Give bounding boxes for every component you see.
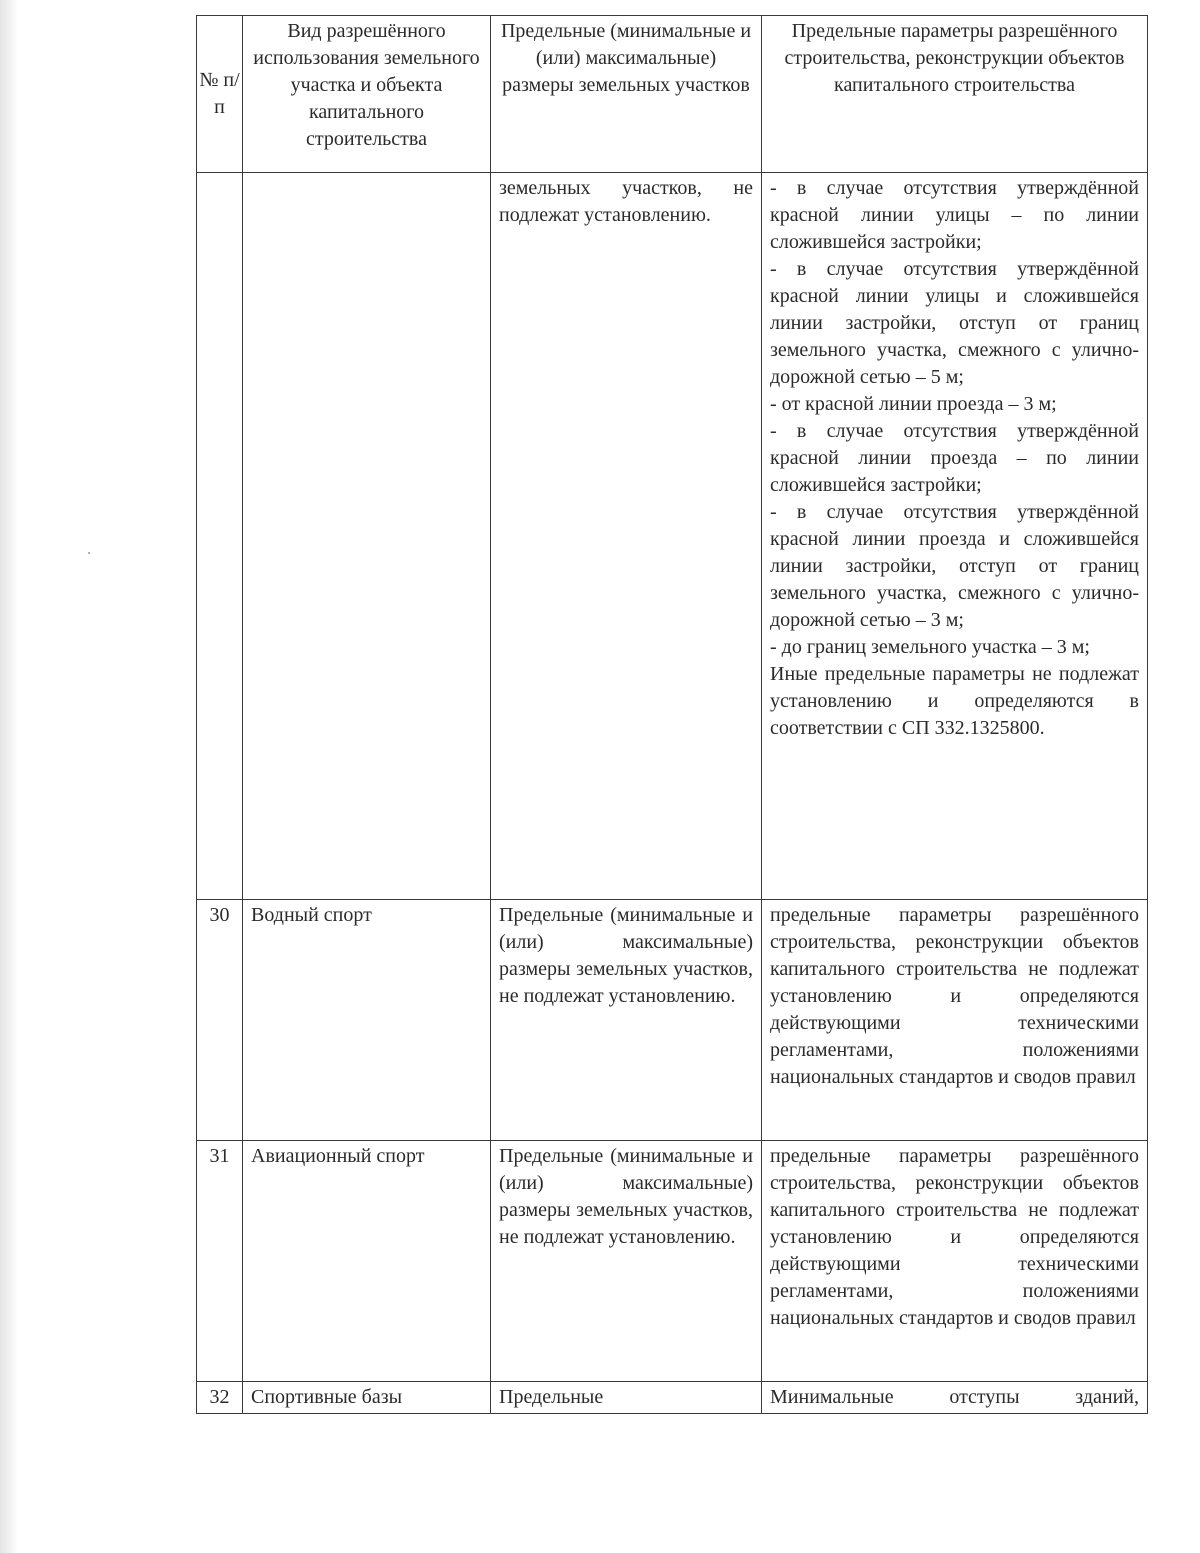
row-number: 30	[197, 900, 243, 1141]
param-line: - в случае отсутствия утверждённой красной линии проезда – по линии сложившейся застройки;	[770, 420, 1139, 496]
row-construction-params	[762, 900, 1148, 1141]
row-number: 32	[197, 1382, 243, 1414]
param-line: Минимальные отступы зданий,	[770, 1386, 1139, 1408]
table-row	[197, 173, 1148, 900]
row-number: 31	[197, 1141, 243, 1382]
header-construction-params: Предельные параметры разрешённого строительства, реконструкции объектов капитального строительства	[762, 16, 1148, 173]
param-line: Иные предельные параметры не подлежат установлению и определяются в соответствии с СП 332.1325800.	[770, 663, 1139, 739]
param-line: - в случае отсутствия утверждённой красной линии улицы – по линии сложившейся застройки;	[770, 177, 1139, 253]
scan-speck	[88, 552, 90, 554]
header-plot-sizes: Предельные (минимальные и (или) максимальные) размеры земельных участков	[491, 16, 762, 173]
param-line: - от красной линии проезда – 3 м;	[770, 393, 1057, 415]
header-number: № п/п	[197, 16, 243, 173]
table-row	[197, 900, 1148, 1141]
param-line: - в случае отсутствия утверждённой красной линии проезда и сложившейся линии застройки, отступ от границ земельного участка, смежного с улично-дорожной сетью – 3 м;	[770, 501, 1139, 631]
row-plot-sizes: Предельные (минимальные и (или) максимальные) размеры земельных участков, не подлежат установлению.	[491, 1141, 762, 1382]
row-use-kind: Спортивные базы	[243, 1382, 491, 1414]
row-use-kind	[243, 173, 491, 900]
param-line: - в случае отсутствия утверждённой красной линии улицы и сложившейся линии застройки, отступ от границ земельного участка, смежного с улично-дорожной сетью – 5 м;	[770, 258, 1139, 388]
row-number	[197, 173, 243, 900]
table-header-row	[197, 16, 1148, 173]
land-use-regulations-table	[196, 15, 1148, 1414]
scan-edge-shadow	[0, 0, 18, 1553]
row-plot-sizes: Предельные (минимальные и (или) максимальные) размеры земельных участков, не подлежат установлению.	[491, 900, 762, 1141]
row-use-kind: Авиационный спорт	[243, 1141, 491, 1382]
row-plot-sizes: Предельные	[491, 1382, 762, 1414]
row-construction-params	[762, 173, 1148, 900]
param-line: - до границ земельного участка – 3 м;	[770, 636, 1090, 658]
row-construction-params	[762, 1382, 1148, 1414]
row-construction-params	[762, 1141, 1148, 1382]
row-use-kind: Водный спорт	[243, 900, 491, 1141]
table-row	[197, 1141, 1148, 1382]
row-plot-sizes: земельных участков, не подлежат установлению.	[491, 173, 762, 900]
table-row	[197, 1382, 1148, 1414]
param-line: предельные параметры разрешённого строительства, реконструкции объектов капитального строительства не подлежат установлению и определяются действующими техническими регламентами, положениями национальных стандартов и сводов правил	[770, 1145, 1139, 1329]
header-use-kind: Вид разрешённого использования земельного участка и объекта капитального строительства	[243, 16, 491, 173]
param-line: предельные параметры разрешённого строительства, реконструкции объектов капитального строительства не подлежат установлению и определяются действующими техническими регламентами, положениями национальных стандартов и сводов правил	[770, 904, 1139, 1088]
